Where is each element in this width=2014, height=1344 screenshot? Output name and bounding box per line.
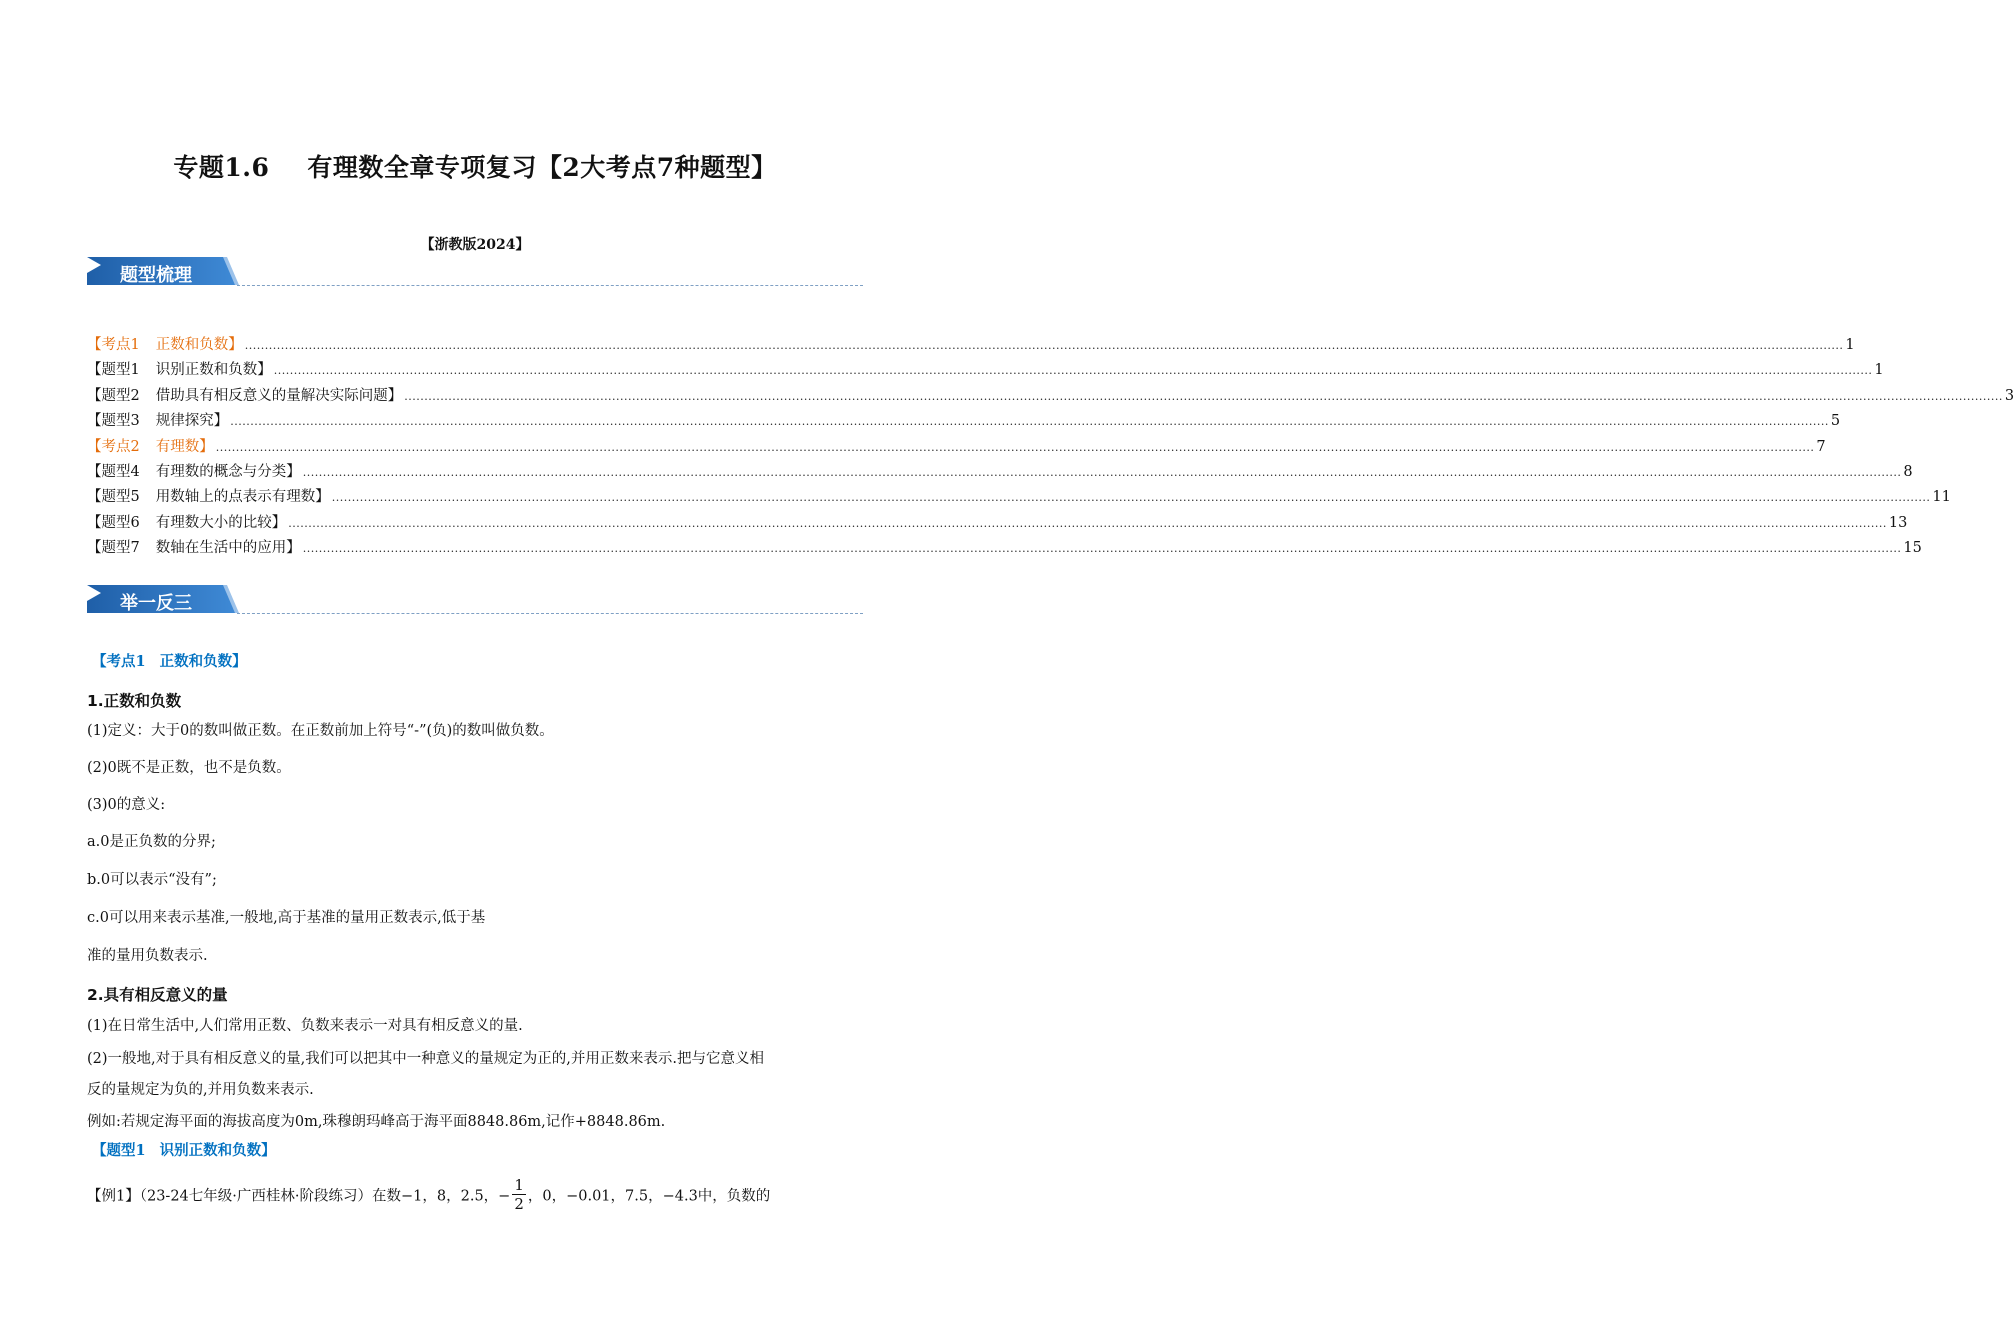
toc-entry-label	[87, 409, 228, 430]
example-source: （23-24七年级·广西桂林·阶段练习）	[139, 1188, 373, 1205]
tixing-1-heading	[92, 1139, 276, 1160]
toc-entry[interactable]	[87, 485, 1951, 510]
toc-leader-dots: ................................................................................................................................................................................................................................................................................................................................................................................................................	[404, 389, 2003, 403]
toc-page-number: 5	[1830, 413, 1841, 430]
toc-entry-name: 识别正数和负数】	[155, 362, 272, 379]
toc-entry[interactable]	[87, 536, 1922, 561]
toc-entry-label	[87, 384, 402, 405]
kaodian-1-heading	[92, 650, 247, 671]
paragraph-zero: (2)0既不是正数，也不是负数。	[87, 760, 291, 776]
toc-leader-dots: ................................................................................................................................................................................................................................................................................................................................................................................................................	[273, 364, 1873, 378]
toc-page-number: 15	[1903, 540, 1922, 557]
page-title	[0, 148, 950, 184]
paragraph-opposite-2-cont: 反的量规定为负的,并用负数来表示.	[87, 1082, 314, 1098]
toc-entry[interactable]	[87, 333, 1855, 358]
paragraph-opposite-1: (1)在日常生活中,人们常用正数、负数来表示一对具有相反意义的量.	[87, 1018, 523, 1034]
toc-entry-label	[87, 358, 272, 379]
section-divider	[237, 285, 863, 286]
paragraph-zero-meaning: (3)0的意义:	[87, 797, 166, 813]
example-1	[87, 1178, 863, 1215]
toc-page-number: 8	[1903, 463, 1913, 480]
toc-entry[interactable]	[87, 358, 1884, 383]
toc-page-number: 3	[2004, 387, 2014, 404]
toc-entry[interactable]	[87, 384, 2014, 409]
toc-page-number: 1	[1874, 362, 1884, 379]
paragraph-opposite-2: (2)一般地,对于具有相反意义的量,我们可以把其中一种意义的量规定为正的,并用正数来表示.把与它意义相	[87, 1051, 764, 1067]
toc-entry-name: 借助具有相反意义的量解决实际问题】	[155, 387, 403, 404]
paragraph-item-a: a.0是正负数的分界;	[87, 834, 216, 850]
toc-entry-prefix: 【题型1	[87, 362, 140, 379]
toc-leader-dots: ................................................................................................................................................................................................................................................................................................................................................................................................................	[302, 542, 1902, 556]
toc-entry-name: 规律探究】	[155, 413, 229, 430]
toc-entry[interactable]	[87, 511, 1908, 536]
section-tab	[87, 257, 237, 287]
kaodian-prefix: 【考点1	[92, 653, 146, 670]
paragraph-item-c: c.0可以用来表示基准,一般地,高于基准的量用正数表示,低于基	[87, 910, 486, 926]
toc-leader-dots: ................................................................................................................................................................................................................................................................................................................................................................................................................	[288, 516, 1887, 530]
toc-entry-label	[87, 460, 301, 481]
section-label: 题型梳理	[120, 265, 192, 286]
toc-page-number: 7	[1816, 438, 1826, 455]
tixing-prefix: 【题型1	[92, 1142, 146, 1159]
section-label: 举一反三	[120, 593, 192, 614]
tixing-name: 识别正数和负数】	[159, 1142, 276, 1159]
toc-leader-dots: ................................................................................................................................................................................................................................................................................................................................................................................................................	[215, 440, 1815, 454]
paragraph-item-c-cont: 准的量用负数表示.	[87, 948, 208, 964]
toc-entry-prefix: 【考点1	[87, 337, 140, 353]
toc-entry-name: 有理数】	[155, 438, 214, 455]
toc-entry-name: 用数轴上的点表示有理数】	[155, 489, 330, 506]
toc-entry-label	[87, 536, 301, 557]
paragraph-example-everest: 例如:若规定海平面的海拔高度为0m,珠穆朗玛峰高于海平面8848.86m,记作+8848.86m.	[87, 1114, 666, 1130]
toc-entry-prefix: 【题型7	[87, 540, 140, 557]
table-of-contents	[87, 333, 2014, 562]
section-header-tixing-shuli	[87, 257, 863, 289]
toc-leader-dots: ................................................................................................................................................................................................................................................................................................................................................................................................................	[302, 465, 1902, 479]
toc-entry[interactable]	[87, 409, 1841, 434]
title-number: 专题1.6	[173, 153, 270, 182]
section-divider	[237, 613, 863, 614]
example-text-after: ，0，−0.01，7.5，−4.3中，负数的	[527, 1188, 771, 1205]
toc-leader-dots: ................................................................................................................................................................................................................................................................................................................................................................................................................	[244, 339, 1844, 352]
example-label: 【例1】	[87, 1188, 140, 1205]
toc-entry-label	[87, 485, 330, 506]
toc-entry-name: 有理数的概念与分类】	[155, 463, 301, 480]
toc-entry[interactable]	[87, 460, 1913, 485]
play-arrow-icon	[87, 257, 101, 273]
toc-entry-name: 有理数大小的比较】	[155, 514, 287, 531]
toc-leader-dots: ................................................................................................................................................................................................................................................................................................................................................................................................................	[331, 491, 1931, 505]
title-text: 有理数全章专项复习【2大考点7种题型】	[307, 153, 777, 182]
paragraph-definition: (1)定义：大于0的数叫做正数。在正数前加上符号“-”(负)的数叫做负数。	[87, 723, 554, 739]
toc-entry-prefix: 【题型6	[87, 514, 140, 531]
heading-positive-negative: 1.正数和负数	[87, 692, 182, 710]
fraction	[512, 1176, 526, 1213]
toc-entry-name: 数轴在生活中的应用】	[155, 540, 301, 557]
toc-entry-prefix: 【题型2	[87, 387, 140, 404]
kaodian-name: 正数和负数】	[159, 653, 247, 670]
section-tab	[87, 585, 237, 615]
example-text-before: 在数−1，8，2.5，−	[372, 1188, 511, 1205]
toc-entry-prefix: 【题型4	[87, 463, 140, 480]
play-arrow-icon	[87, 585, 101, 601]
section-header-juyifansan	[87, 585, 863, 617]
toc-entry-label	[87, 333, 243, 354]
paragraph-item-b: b.0可以表示“没有”;	[87, 872, 217, 888]
fraction-denominator: 2	[514, 1195, 524, 1213]
heading-opposite-quantities: 2.具有相反意义的量	[87, 986, 228, 1004]
toc-page-number: 1	[1845, 337, 1855, 353]
toc-leader-dots: ................................................................................................................................................................................................................................................................................................................................................................................................................	[230, 415, 1829, 429]
toc-entry-label	[87, 511, 286, 532]
edition-subtitle: 【浙教版2024】	[420, 237, 530, 253]
toc-entry[interactable]	[87, 435, 1826, 460]
toc-page-number: 13	[1888, 514, 1908, 531]
toc-entry-prefix: 【题型3	[87, 413, 140, 430]
toc-entry-name: 正数和负数】	[155, 337, 243, 353]
fraction-numerator: 1	[514, 1176, 524, 1194]
toc-entry-label	[87, 435, 214, 456]
toc-entry-prefix: 【考点2	[87, 438, 140, 455]
toc-page-number: 11	[1932, 489, 1951, 506]
toc-entry-prefix: 【题型5	[87, 489, 140, 506]
